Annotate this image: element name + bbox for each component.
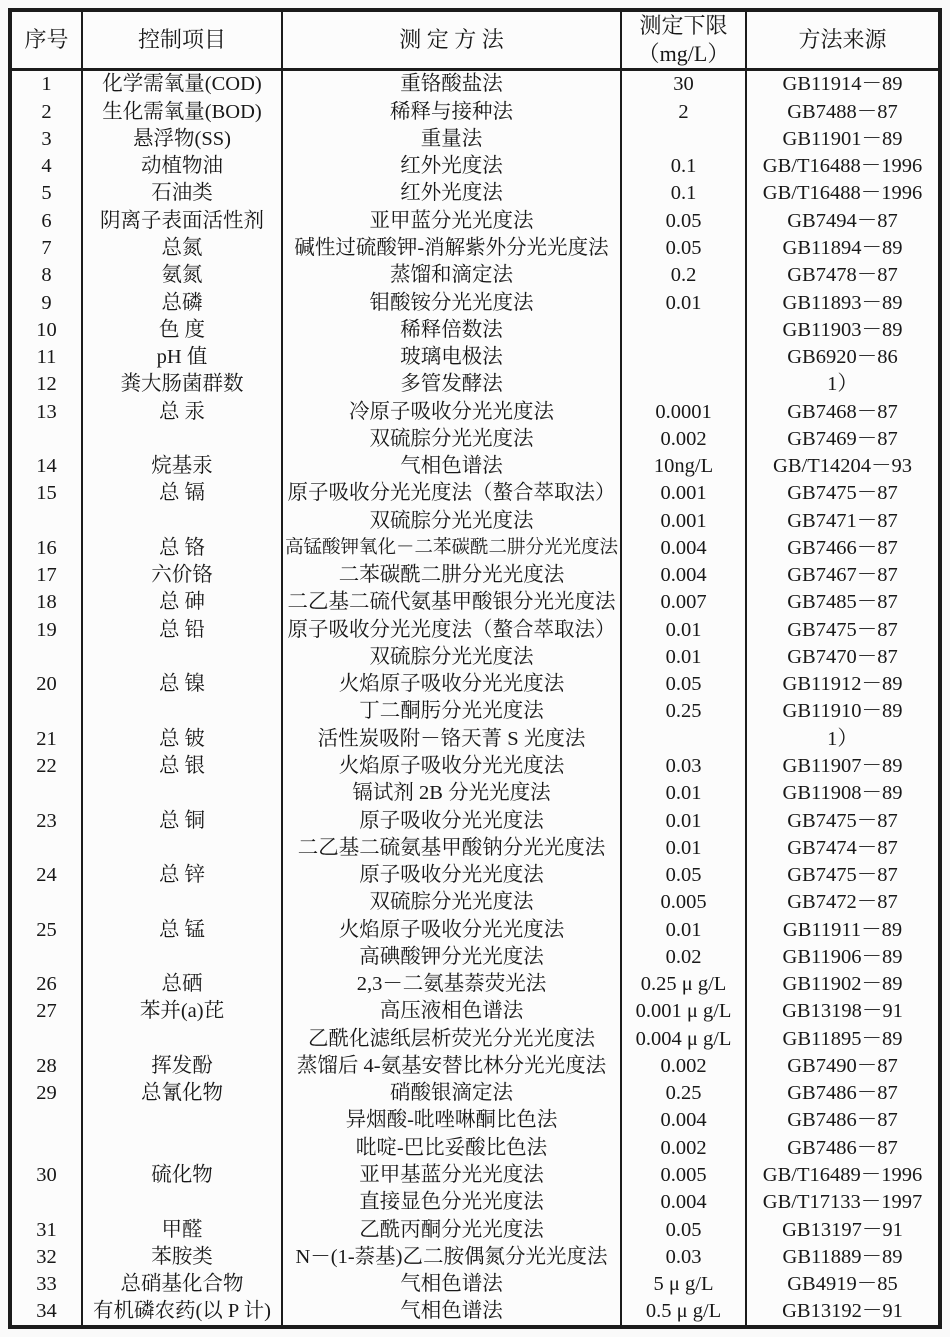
- serial-number-cell: 25: [36, 918, 57, 941]
- method-source-cell: GB7485－87: [745, 589, 938, 616]
- detection-limit-cell: 0.004: [620, 562, 745, 589]
- control-item-cell: 有机磷农药(以 P 计): [81, 1298, 281, 1325]
- method-source-cell: GB/T17133－1997: [745, 1189, 938, 1216]
- serial-number-cell: 1: [41, 73, 52, 96]
- control-item-cell: 烷基汞: [81, 453, 281, 480]
- table-row: [12, 98, 938, 125]
- control-item-cell: 总 锌: [81, 862, 281, 889]
- serial-number-cell: 32: [36, 1245, 57, 1268]
- control-item-cell: 石油类: [81, 180, 281, 207]
- control-item-cell: 总 铜: [81, 807, 281, 834]
- method-cell: 亚甲蓝分光光度法: [281, 207, 620, 234]
- control-item-cell: 总 银: [81, 753, 281, 780]
- detection-limit-cell: 0.01: [620, 807, 745, 834]
- serial-number-cell: 18: [36, 591, 57, 614]
- method-cell: 双硫腙分光光度法: [281, 889, 620, 916]
- method-cell: 玻璃电极法: [281, 344, 620, 371]
- table-row: [12, 998, 938, 1025]
- method-cell: 乙酰化滤纸层析荧光分光光度法: [281, 1025, 620, 1052]
- header-detection-limit: [620, 12, 745, 68]
- method-cell: 钼酸铵分光光度法: [281, 289, 620, 316]
- method-source-cell: GB4919－85: [745, 1271, 938, 1298]
- serial-number-cell: 24: [36, 864, 57, 887]
- detection-limit-cell: 30: [620, 71, 745, 98]
- table-row: [12, 262, 938, 289]
- method-source-cell: GB7486－87: [745, 1080, 938, 1107]
- method-source-cell: GB7475－87: [745, 807, 938, 834]
- method-cell: 气相色谱法: [281, 453, 620, 480]
- method-source-cell: 1）: [745, 725, 938, 752]
- method-source-cell: GB7469－87: [745, 425, 938, 452]
- method-source-cell: GB7488－87: [745, 98, 938, 125]
- method-source-cell: GB11901－89: [745, 126, 938, 153]
- method-source-cell: GB7486－87: [745, 1107, 938, 1134]
- control-item-cell: [81, 834, 281, 861]
- detection-limit-cell: 0.5 μ g/L: [620, 1298, 745, 1325]
- header-determination-method: 测 定 方 法: [281, 12, 620, 68]
- serial-number-cell: [12, 1107, 81, 1134]
- detection-limit-cell: 0.01: [620, 616, 745, 643]
- control-item-cell: [81, 644, 281, 671]
- method-cell: 高压液相色谱法: [281, 998, 620, 1025]
- detection-limit-cell: [620, 371, 745, 398]
- table-row: [12, 207, 938, 234]
- serial-number-cell: 21: [36, 727, 57, 750]
- method-cell: 重铬酸盐法: [281, 71, 620, 98]
- serial-number-cell: 9: [41, 291, 52, 314]
- detection-limit-cell: 0.01: [620, 916, 745, 943]
- control-item-cell: pH 值: [81, 344, 281, 371]
- table-row: [12, 971, 938, 998]
- serial-number-cell: 28: [36, 1054, 57, 1077]
- serial-number-cell: 7: [41, 236, 52, 259]
- table-row: [12, 616, 938, 643]
- method-cell: 二乙基二硫氨基甲酸钠分光光度法: [281, 834, 620, 861]
- table-row: [12, 453, 938, 480]
- control-item-cell: 硫化物: [81, 1162, 281, 1189]
- method-cell: 异烟酸-吡唑啉酮比色法: [281, 1107, 620, 1134]
- control-item-cell: [81, 1025, 281, 1052]
- serial-number-cell: 29: [36, 1082, 57, 1105]
- detection-limit-cell: [620, 725, 745, 752]
- method-source-cell: GB11903－89: [745, 316, 938, 343]
- detection-limit-cell: 0.001: [620, 507, 745, 534]
- method-cell: 2,3－二氨基萘荧光法: [281, 971, 620, 998]
- serial-number-cell: 17: [36, 564, 57, 587]
- control-item-cell: [81, 698, 281, 725]
- method-cell: 重量法: [281, 126, 620, 153]
- table-row: [12, 1162, 938, 1189]
- control-item-cell: 总氰化物: [81, 1080, 281, 1107]
- serial-number-cell: 2: [41, 100, 52, 123]
- control-item-cell: 悬浮物(SS): [81, 126, 281, 153]
- method-source-cell: GB7494－87: [745, 207, 938, 234]
- detection-limit-cell: 2: [620, 98, 745, 125]
- method-cell: 原子吸收分光光度法: [281, 862, 620, 889]
- serial-number-cell: [12, 834, 81, 861]
- method-source-cell: GB11908－89: [745, 780, 938, 807]
- serial-number-cell: 3: [41, 127, 52, 150]
- table-row: [12, 480, 938, 507]
- method-source-cell: GB7466－87: [745, 535, 938, 562]
- table-row: [12, 371, 938, 398]
- method-source-cell: GB11914－89: [745, 71, 938, 98]
- method-source-cell: GB7475－87: [745, 862, 938, 889]
- detection-limit-cell: 0.05: [620, 1216, 745, 1243]
- control-item-cell: [81, 944, 281, 971]
- method-source-cell: GB7470－87: [745, 644, 938, 671]
- detection-limit-cell: 0.01: [620, 834, 745, 861]
- method-source-cell: GB/T14204－93: [745, 453, 938, 480]
- table-row: [12, 1189, 938, 1216]
- control-item-cell: [81, 425, 281, 452]
- detection-limit-cell: 0.002: [620, 1134, 745, 1161]
- method-cell: 稀释与接种法: [281, 98, 620, 125]
- control-item-cell: 总硝基化合物: [81, 1271, 281, 1298]
- serial-number-cell: 19: [36, 618, 57, 641]
- table-row: [12, 1107, 938, 1134]
- method-cell: 双硫腙分光光度法: [281, 507, 620, 534]
- table-row: [12, 944, 938, 971]
- method-cell: 高碘酸钾分光光度法: [281, 944, 620, 971]
- method-source-cell: GB11889－89: [745, 1243, 938, 1270]
- header-control-item: 控制项目: [81, 12, 281, 68]
- table-row: [12, 780, 938, 807]
- detection-limit-cell: 0.05: [620, 207, 745, 234]
- detection-limit-cell: 0.01: [620, 780, 745, 807]
- control-item-cell: 总磷: [81, 289, 281, 316]
- serial-number-cell: [12, 780, 81, 807]
- control-item-cell: 氨氮: [81, 262, 281, 289]
- table-row: [12, 1053, 938, 1080]
- serial-number-cell: [12, 1189, 81, 1216]
- table-row: [12, 289, 938, 316]
- detection-limit-cell: 0.25: [620, 1080, 745, 1107]
- serial-number-cell: [12, 507, 81, 534]
- serial-number-cell: 30: [36, 1164, 57, 1186]
- method-source-cell: GB11912－89: [745, 671, 938, 698]
- method-cell: 直接显色分光光度法: [281, 1189, 620, 1216]
- serial-number-cell: 4: [41, 155, 52, 178]
- serial-number-cell: 26: [36, 973, 57, 996]
- method-cell: 红外光度法: [281, 180, 620, 207]
- method-cell: 硝酸银滴定法: [281, 1080, 620, 1107]
- method-source-cell: GB13198－91: [745, 998, 938, 1025]
- detection-limit-cell: 0.0001: [620, 398, 745, 425]
- detection-limit-cell: 0.05: [620, 671, 745, 698]
- table-row: [12, 344, 938, 371]
- table-row: [12, 180, 938, 207]
- control-item-cell: [81, 507, 281, 534]
- control-item-cell: 总 砷: [81, 589, 281, 616]
- method-source-cell: GB6920－86: [745, 344, 938, 371]
- control-item-cell: 总硒: [81, 971, 281, 998]
- serial-number-cell: 6: [41, 209, 52, 232]
- control-item-cell: 总 铅: [81, 616, 281, 643]
- table-row: [12, 1298, 938, 1325]
- detection-limit-cell: 0.005: [620, 1162, 745, 1189]
- method-cell: 火焰原子吸收分光光度法: [281, 671, 620, 698]
- method-cell: 原子吸收分光光度法: [281, 807, 620, 834]
- control-item-cell: 总 铬: [81, 535, 281, 562]
- control-item-cell: 总 镉: [81, 480, 281, 507]
- detection-limit-cell: 0.25 μ g/L: [620, 971, 745, 998]
- detection-limit-cell: [620, 344, 745, 371]
- control-item-cell: 生化需氧量(BOD): [81, 98, 281, 125]
- serial-number-cell: 27: [36, 1000, 57, 1023]
- method-source-cell: GB13197－91: [745, 1216, 938, 1243]
- table-row: [12, 316, 938, 343]
- serial-number-cell: [12, 425, 81, 452]
- method-cell: 多管发酵法: [281, 371, 620, 398]
- detection-limit-cell: 10ng/L: [620, 453, 745, 480]
- detection-limit-cell: 0.01: [620, 644, 745, 671]
- table-row: [12, 535, 938, 562]
- control-item-cell: 甲醛: [81, 1216, 281, 1243]
- method-cell: 气相色谱法: [281, 1271, 620, 1298]
- table-row: [12, 862, 938, 889]
- header-detection-limit-line1: 测定下限: [639, 13, 728, 39]
- method-cell: 蒸馏和滴定法: [281, 262, 620, 289]
- method-cell: 气相色谱法: [281, 1298, 620, 1325]
- control-item-cell: 动植物油: [81, 153, 281, 180]
- method-source-cell: GB/T16489－1996: [745, 1162, 938, 1189]
- table-row: [12, 507, 938, 534]
- method-source-cell: GB7486－87: [745, 1134, 938, 1161]
- method-cell: 活性炭吸附－铬天菁 S 光度法: [281, 725, 620, 752]
- table-row: [12, 153, 938, 180]
- detection-limit-cell: 0.2: [620, 262, 745, 289]
- detection-limit-cell: 0.02: [620, 944, 745, 971]
- method-source-cell: GB7472－87: [745, 889, 938, 916]
- method-cell: 火焰原子吸收分光光度法: [281, 753, 620, 780]
- control-item-cell: [81, 1189, 281, 1216]
- table-row: [12, 398, 938, 425]
- method-cell: 丁二酮肟分光光度法: [281, 698, 620, 725]
- serial-number-cell: 5: [41, 182, 52, 205]
- method-cell: 镉试剂 2B 分光光度法: [281, 780, 620, 807]
- table-row: [12, 1271, 938, 1298]
- detection-limit-cell: 0.1: [620, 153, 745, 180]
- control-item-cell: 苯并(a)芘: [81, 998, 281, 1025]
- serial-number-cell: [12, 1025, 81, 1052]
- method-cell: 稀释倍数法: [281, 316, 620, 343]
- header-serial-number: 序号: [24, 27, 69, 52]
- detection-limit-cell: 5 μ g/L: [620, 1271, 745, 1298]
- method-source-cell: GB11894－89: [745, 235, 938, 262]
- control-item-cell: 六价铬: [81, 562, 281, 589]
- serial-number-cell: [12, 1134, 81, 1161]
- serial-number-cell: 8: [41, 264, 52, 287]
- table-row: [12, 916, 938, 943]
- detection-limit-cell: 0.004: [620, 535, 745, 562]
- control-item-cell: 挥发酚: [81, 1053, 281, 1080]
- header-detection-limit-stack: [638, 14, 730, 65]
- method-source-cell: GB7474－87: [745, 834, 938, 861]
- detection-limit-cell: [620, 316, 745, 343]
- serial-number-cell: 31: [36, 1218, 57, 1241]
- method-cell: 亚甲基蓝分光光度法: [281, 1162, 620, 1189]
- method-source-cell: GB/T16488－1996: [745, 153, 938, 180]
- detection-limit-cell: 0.03: [620, 1243, 745, 1270]
- control-item-cell: 总 镍: [81, 671, 281, 698]
- method-cell: N－(1-萘基)乙二胺偶氮分光光度法: [281, 1243, 620, 1270]
- method-cell: 碱性过硫酸钾-消解紫外分光光度法: [281, 235, 620, 262]
- table-row: [12, 1134, 938, 1161]
- detection-limit-cell: 0.001: [620, 480, 745, 507]
- detection-limit-cell: 0.004: [620, 1107, 745, 1134]
- serial-number-cell: [12, 889, 81, 916]
- table-row: [12, 71, 938, 98]
- control-item-cell: 阴离子表面活性剂: [81, 207, 281, 234]
- control-item-cell: 色 度: [81, 316, 281, 343]
- method-cell: 火焰原子吸收分光光度法: [281, 916, 620, 943]
- method-cell: 冷原子吸收分光光度法: [281, 398, 620, 425]
- detection-limit-cell: 0.004 μ g/L: [620, 1025, 745, 1052]
- detection-limit-cell: 0.007: [620, 589, 745, 616]
- control-item-cell: 总 锰: [81, 916, 281, 943]
- control-item-cell: [81, 1107, 281, 1134]
- control-item-cell: 苯胺类: [81, 1243, 281, 1270]
- detection-limit-cell: 0.05: [620, 862, 745, 889]
- method-source-cell: GB11911－89: [745, 916, 938, 943]
- method-cell: 乙酰丙酮分光光度法: [281, 1216, 620, 1243]
- method-source-cell: 1）: [745, 371, 938, 398]
- serial-number-cell: [12, 644, 81, 671]
- table-row: [12, 562, 938, 589]
- table-row: [12, 1080, 938, 1107]
- detection-limit-cell: 0.002: [620, 1053, 745, 1080]
- table-row: [12, 834, 938, 861]
- control-item-cell: 化学需氧量(COD): [81, 71, 281, 98]
- table-header-row: [12, 12, 938, 71]
- table-row: [12, 644, 938, 671]
- control-item-cell: [81, 1134, 281, 1161]
- serial-number-cell: 10: [36, 318, 57, 341]
- method-cell: 吡啶-巴比妥酸比色法: [281, 1134, 620, 1161]
- control-item-cell: [81, 780, 281, 807]
- table-row: [12, 1025, 938, 1052]
- method-cell: 双硫腙分光光度法: [281, 425, 620, 452]
- serial-number-cell: 13: [36, 400, 57, 423]
- table-row: [12, 753, 938, 780]
- method-cell: 二苯碳酰二肼分光光度法: [281, 562, 620, 589]
- method-cell: 原子吸收分光光度法（螯合萃取法）: [281, 616, 620, 643]
- method-source-cell: GB11910－89: [745, 698, 938, 725]
- serial-number-cell: 20: [36, 673, 57, 696]
- method-cell: 原子吸收分光光度法（螯合萃取法）: [281, 480, 620, 507]
- table-row: [12, 235, 938, 262]
- control-item-cell: 总 铍: [81, 725, 281, 752]
- detection-limit-cell: 0.03: [620, 753, 745, 780]
- method-source-cell: GB11895－89: [745, 1025, 938, 1052]
- method-source-cell: GB7475－87: [745, 480, 938, 507]
- method-cell: 高锰酸钾氧化－二苯碳酰二肼分光光度法: [281, 535, 620, 562]
- method-source-cell: GB7468－87: [745, 398, 938, 425]
- table-row: [12, 807, 938, 834]
- serial-number-cell: 11: [36, 346, 57, 369]
- method-source-cell: GB7475－87: [745, 616, 938, 643]
- methods-table: [8, 8, 942, 1329]
- method-source-cell: GB11906－89: [745, 944, 938, 971]
- method-source-cell: GB7471－87: [745, 507, 938, 534]
- table-row: [12, 725, 938, 752]
- table-row: [12, 1216, 938, 1243]
- detection-limit-cell: 0.001 μ g/L: [620, 998, 745, 1025]
- method-cell: 二乙基二硫代氨基甲酸银分光光度法: [281, 589, 620, 616]
- header-method-source: 方法来源: [745, 12, 938, 68]
- serial-number-cell: 15: [36, 482, 57, 505]
- method-source-cell: GB11893－89: [745, 289, 938, 316]
- detection-limit-cell: 0.1: [620, 180, 745, 207]
- method-cell: 蒸馏后 4-氨基安替比林分光光度法: [281, 1053, 620, 1080]
- method-cell: 红外光度法: [281, 153, 620, 180]
- serial-number-cell: [12, 698, 81, 725]
- detection-limit-cell: [620, 126, 745, 153]
- detection-limit-cell: 0.05: [620, 235, 745, 262]
- table-row: [12, 889, 938, 916]
- serial-number-cell: 33: [36, 1273, 57, 1296]
- control-item-cell: 总 汞: [81, 398, 281, 425]
- serial-number-cell: 16: [36, 536, 57, 559]
- serial-number-cell: 12: [36, 373, 57, 396]
- serial-number-cell: 34: [36, 1300, 57, 1323]
- control-item-cell: 粪大肠菌群数: [81, 371, 281, 398]
- detection-limit-cell: 0.002: [620, 425, 745, 452]
- method-source-cell: GB/T16488－1996: [745, 180, 938, 207]
- detection-limit-cell: 0.25: [620, 698, 745, 725]
- detection-limit-cell: 0.01: [620, 289, 745, 316]
- serial-number-cell: 23: [36, 809, 57, 832]
- table-row: [12, 671, 938, 698]
- method-source-cell: GB11907－89: [745, 753, 938, 780]
- detection-limit-cell: 0.004: [620, 1189, 745, 1216]
- table-body: [12, 71, 938, 1325]
- table-row: [12, 126, 938, 153]
- control-item-cell: [81, 889, 281, 916]
- serial-number-cell: 22: [36, 755, 57, 778]
- method-source-cell: GB11902－89: [745, 971, 938, 998]
- table-row: [12, 589, 938, 616]
- method-source-cell: GB13192－91: [745, 1298, 938, 1325]
- method-source-cell: GB7490－87: [745, 1053, 938, 1080]
- table-row: [12, 1243, 938, 1270]
- method-cell: 双硫腙分光光度法: [281, 644, 620, 671]
- header-detection-limit-line2: （mg/L）: [637, 40, 730, 66]
- control-item-cell: 总氮: [81, 235, 281, 262]
- serial-number-cell: 14: [36, 455, 57, 478]
- detection-limit-cell: 0.005: [620, 889, 745, 916]
- table-row: [12, 425, 938, 452]
- table-row: [12, 698, 938, 725]
- serial-number-cell: [12, 944, 81, 971]
- method-source-cell: GB7478－87: [745, 262, 938, 289]
- method-source-cell: GB7467－87: [745, 562, 938, 589]
